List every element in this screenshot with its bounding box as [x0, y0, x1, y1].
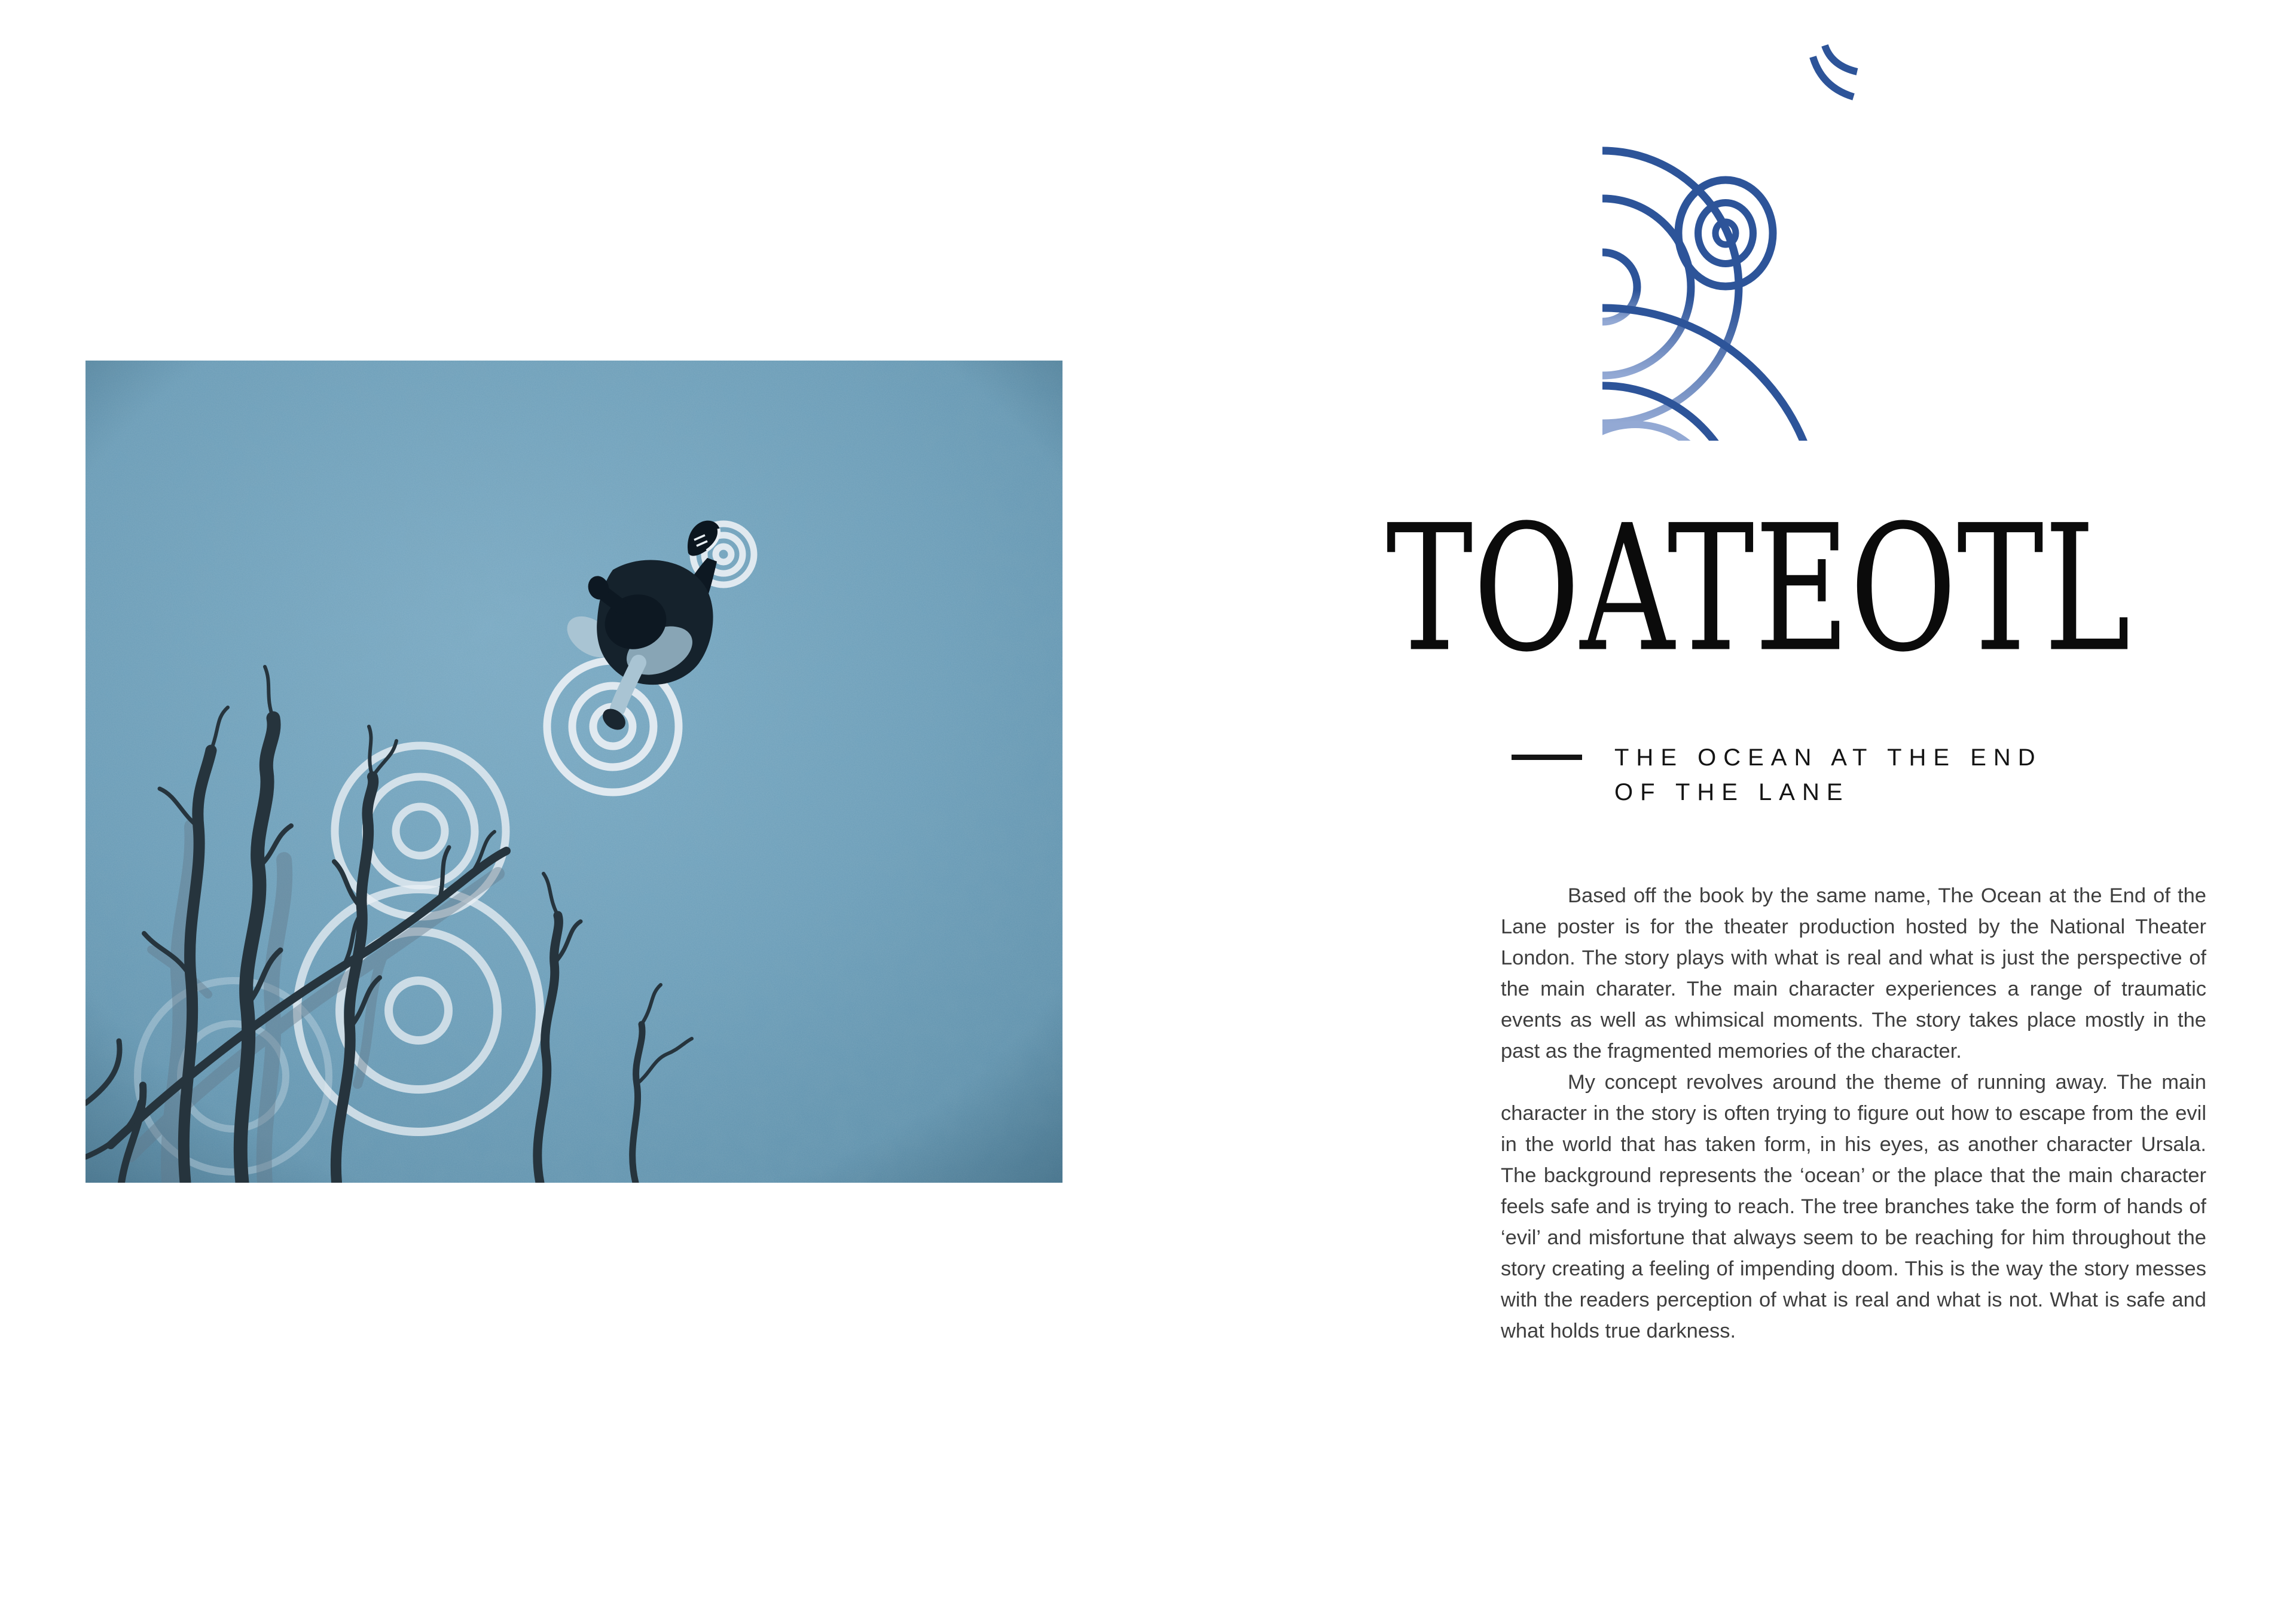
arc-pair-icon [1813, 45, 1857, 97]
subtitle-line-1: THE OCEAN AT THE END [1614, 744, 2042, 771]
concentric-circles-decoration [1555, 24, 1925, 448]
subtitle-line-2: OF THE LANE [1614, 779, 1850, 805]
description-paragraph: My concept revolves around the theme of running away. The main character in the story is often trying to figure out how to escape from the evil in the world that has taken form, in his eyes, as another character Ursala. The background represents the ‘ocean’ or the place that the main character feels safe and is trying to reach. The tree branches take the form of hands of ‘evil’ and misfortune that always seem to be reaching for him throughout the story creating a feeling of impending doom. This is the way the story messes with the readers perception of what is real and what is not. What is safe and what holds true darkness. [1501, 1071, 2206, 1342]
project-description [1501, 880, 2206, 1347]
description-paragraph: Based off the book by the same name, The Ocean at the End of the Lane poster is for the theater production hosted by the National Theater London. The story plays with what is real and what is just the perspective of the main charater. The main character experiences a range of traumatic events as well as whimsical moments. The story takes place mostly in the past as the fragmented memories of the character. [1501, 884, 2206, 1063]
poster-image [86, 361, 1062, 1183]
page-title: TOATEOTL [1386, 488, 2131, 691]
subtitle [1614, 740, 2042, 810]
subtitle-dash [1512, 755, 1582, 760]
